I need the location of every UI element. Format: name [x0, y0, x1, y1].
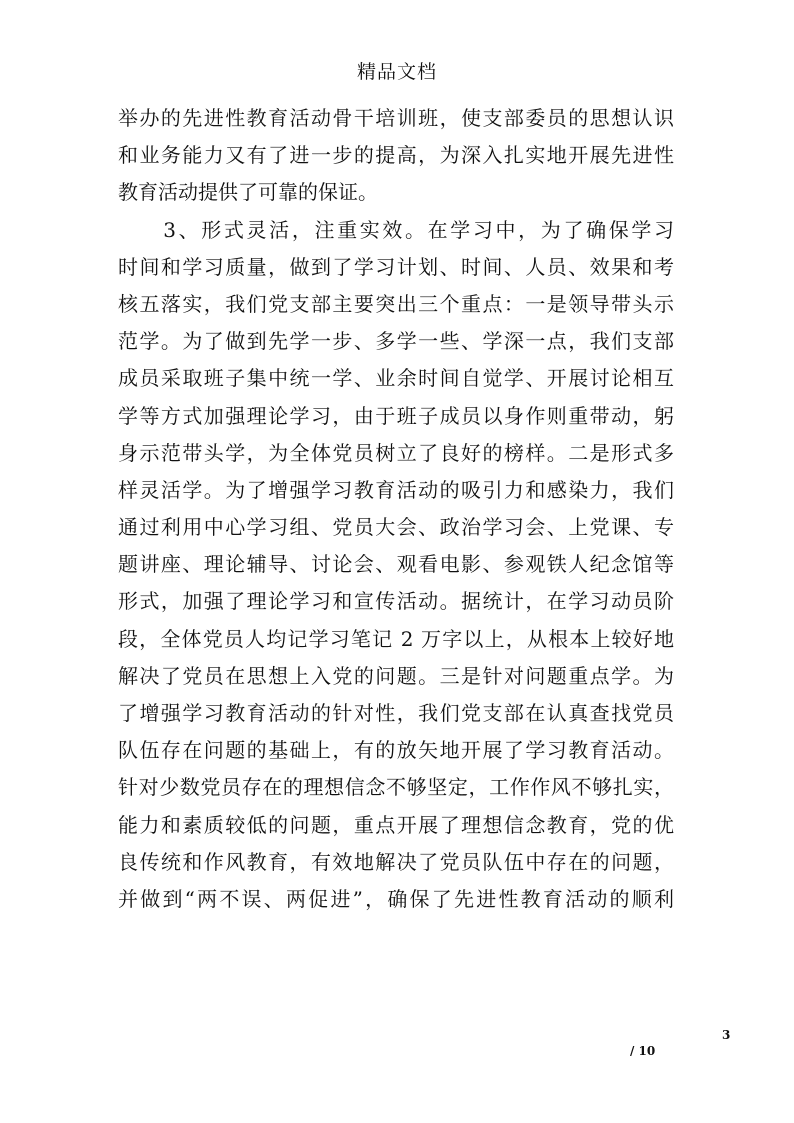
text-line: 和业务能力又有了进一步的提高，为深入扎实地开展先进性	[118, 143, 674, 168]
text-line: 了增强学习教育活动的针对性，我们党支部在认真查找党员	[118, 701, 674, 725]
text-line: 并做到“两不误、两促进”，确保了先进性教育活动的顺利	[118, 886, 674, 911]
text-line: 3、形式灵活，注重实效。在学习中，为了确保学习	[118, 217, 674, 242]
text-line: 举办的先进性教育活动骨干培训班，使支部委员的思想认识	[118, 106, 674, 130]
page-number: 3	[722, 1028, 731, 1042]
page-total: / 10	[630, 1044, 656, 1058]
text-line: 样灵活学。为了增强学习教育活动的吸引力和感染力，我们	[118, 477, 674, 502]
page-header-title: 精品文档	[356, 61, 437, 83]
text-line: 题讲座、理论辅导、讨论会、观看电影、参观铁人纪念馆等	[118, 552, 674, 577]
text-line: 教育活动提供了可靠的保证。	[118, 180, 378, 205]
text-line: 范学。为了做到先学一步、多学一些、学深一点，我们支部	[118, 329, 674, 354]
text-line: 身示范带头学，为全体党员树立了良好的榜样。二是形式多	[118, 440, 674, 465]
text-line: 能力和素质较低的问题，重点开展了理想信念教育，党的优	[118, 812, 674, 837]
text-line: 成员采取班子集中统一学、业余时间自觉学、开展讨论相互	[118, 366, 674, 391]
text-line: 核五落实，我们党支部主要突出三个重点：一是领导带头示	[118, 291, 674, 316]
text-line: 时间和学习质量，做到了学习计划、时间、人员、效果和考	[118, 254, 674, 279]
document-body	[118, 100, 674, 918]
text-line: 形式，加强了理论学习和宣传活动。据统计，在学习动员阶	[118, 589, 674, 614]
text-line: 针对少数党员存在的理想信念不够坚定，工作作风不够扎实，	[118, 775, 674, 800]
text-line: 学等方式加强理论学习，由于班子成员以身作则重带动，躬	[118, 403, 674, 428]
text-line: 队伍存在问题的基础上，有的放矢地开展了学习教育活动。	[118, 738, 674, 763]
text-line: 通过利用中心学习组、党员大会、政治学习会、上党课、专	[118, 515, 674, 540]
text-line: 良传统和作风教育，有效地解决了党员队伍中存在的问题，	[118, 849, 674, 874]
text-line: 解决了党员在思想上入党的问题。三是针对问题重点学。为	[118, 663, 674, 688]
text-line: 段，全体党员人均记学习笔记 2 万字以上，从根本上较好地	[118, 626, 674, 651]
